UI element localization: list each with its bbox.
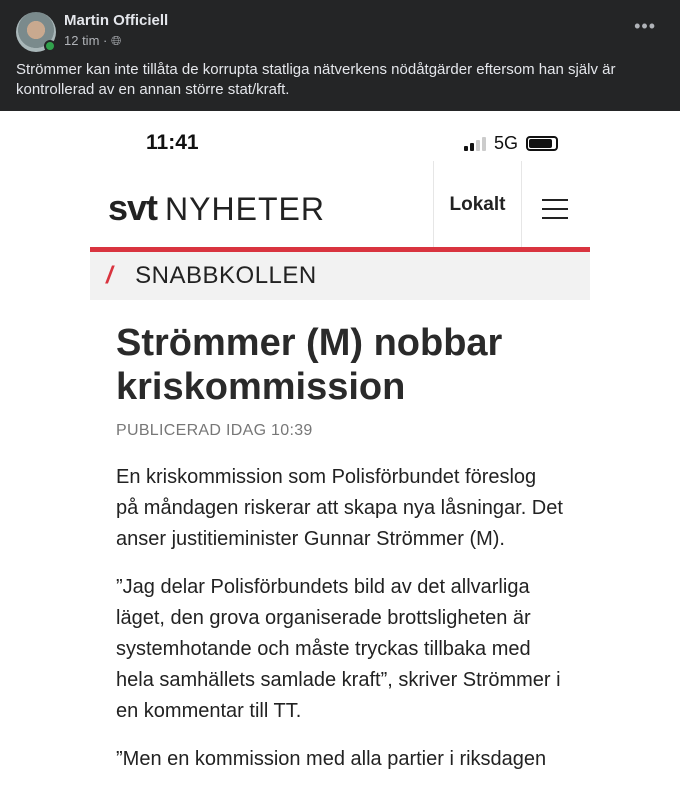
text-line: på måndagen riskerar att skapa nya låsningar. Det bbox=[116, 497, 563, 519]
post-text: Strömmer kan inte tillåta de korrupta statliga nätverkens nödåtgärder eftersom han själv är kontrollerad av en annan större stat/kraft. bbox=[16, 61, 616, 98]
text-line: ”Jag delar Polisförbundets bild av det allvarliga bbox=[116, 576, 530, 598]
status-bar bbox=[464, 133, 558, 154]
text-line: läget, den grova organiserade brottsligheten är bbox=[116, 607, 531, 629]
svt-logo[interactable] bbox=[108, 187, 325, 229]
published-date: PUBLICERAD IDAG 10:39 bbox=[116, 422, 313, 439]
section-banner bbox=[90, 252, 590, 300]
post-time[interactable]: 12 tim bbox=[64, 33, 100, 48]
post-author[interactable]: Martin Officiell bbox=[64, 12, 169, 29]
text-line: ”Men en kommission med alla partier i riksdagen bbox=[116, 748, 547, 770]
paragraph bbox=[116, 572, 576, 727]
shared-screenshot bbox=[90, 111, 590, 778]
paragraph bbox=[116, 462, 576, 555]
facebook-post-header bbox=[0, 0, 680, 111]
status-time: 11:41 bbox=[146, 131, 199, 154]
section-label: SNABBKOLLEN bbox=[135, 262, 317, 289]
post-meta bbox=[64, 33, 121, 49]
globe-icon: 🌐︎ bbox=[111, 33, 122, 48]
text-line: hela samhällets samlade kraft”, skriver Strömmer i bbox=[116, 669, 561, 691]
slash-icon: / bbox=[106, 262, 114, 289]
text-line: systemhotande och måste tryckas tillbaka med bbox=[116, 638, 531, 660]
lokalt-button[interactable]: Lokalt bbox=[433, 161, 522, 248]
article-body bbox=[116, 462, 576, 792]
battery-icon bbox=[526, 136, 558, 151]
logo-nyheter: NYHETER bbox=[165, 191, 325, 227]
signal-icon bbox=[464, 137, 486, 151]
online-status-icon bbox=[44, 40, 56, 52]
separator: · bbox=[103, 33, 108, 48]
logo-svt: svt bbox=[108, 187, 158, 228]
more-options-button[interactable]: ••• bbox=[634, 16, 656, 36]
paragraph bbox=[116, 744, 576, 775]
network-label: 5G bbox=[493, 133, 518, 153]
article-headline: Strömmer (M) nobbar kriskommission bbox=[116, 322, 503, 408]
text-line: anser justitieminister Gunnar Strömmer (M). bbox=[116, 528, 505, 550]
hamburger-menu-icon[interactable] bbox=[542, 199, 568, 226]
text-line: en kommentar till TT. bbox=[116, 700, 302, 722]
text-line: En kriskommission som Polisförbundet föreslog bbox=[116, 466, 537, 488]
